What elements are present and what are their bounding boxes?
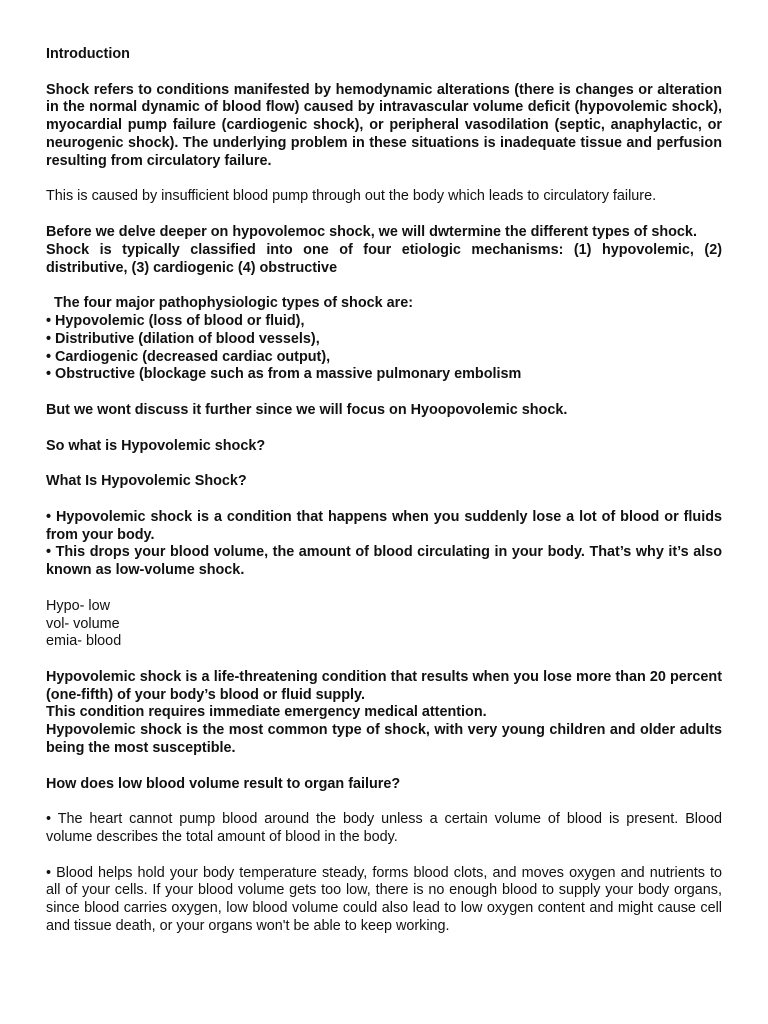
question-heading: What Is Hypovolemic Shock?	[46, 473, 247, 490]
types-heading: The four major pathophysiologic types of shock are:	[54, 295, 414, 312]
spacer	[46, 793, 722, 811]
spacer	[46, 491, 722, 509]
severity-paragraph: This condition requires immediate emergency medical attention.	[46, 704, 487, 721]
list-item: • Cardiogenic (decreased cardiac output),	[46, 348, 331, 365]
list-item: • Hypovolemic (loss of blood or fluid),	[46, 312, 305, 329]
spacer	[46, 171, 722, 189]
question-heading: So what is Hypovolemic shock?	[46, 437, 266, 454]
classification-paragraph: Shock is typically classified into one of four etiologic mechanisms: (1) hypovolemic, (2) distributive, (3) cardiogenic (4) obstructive	[46, 241, 722, 276]
intro-paragraph: Shock refers to conditions manifested by hemodynamic alterations (there is changes or alteration in the normal dynamic of blood flow) caused by intravascular volume deficit (hypovolemic shock), myocardial pump failure (cardiogenic shock), or peripheral vasodilation (septic, anaphylactic, or neurogenic shock). The underlying problem in these situations is inadequate tissue and perfusion resulting from circulatory failure.	[46, 81, 722, 169]
spacer	[46, 651, 722, 669]
spacer	[46, 64, 722, 82]
blood-bullet: • Blood helps hold your body temperature steady, forms blood clots, and moves oxygen and nutrients to all of your cells. If your blood volume gets too low, there is no enough blood to supply your body organs, since blood carries oxygen, low blood volume could also lead to low oxygen content and might cause cell and tissue death, or your organs won't be able to keep working.	[46, 864, 722, 935]
spacer	[46, 277, 722, 295]
types-intro-paragraph: Before we delve deeper on hypovolemoc shock, we will dwtermine the different types of shock.	[46, 223, 697, 240]
section-heading: Introduction	[46, 46, 130, 62]
spacer	[46, 758, 722, 776]
heart-bullet: • The heart cannot pump blood around the body unless a certain volume of blood is present. Blood volume describes the total amount of blood in the body.	[46, 811, 722, 846]
spacer	[46, 455, 722, 473]
spacer	[46, 384, 722, 402]
focus-paragraph: But we wont discuss it further since we will focus on Hyoopovolemic shock.	[46, 401, 568, 418]
question-heading: How does low blood volume result to organ failure?	[46, 775, 401, 792]
etymology-line: vol- volume	[46, 615, 120, 632]
severity-paragraph: Hypovolemic shock is a life-threatening condition that results when you lose more than 20 percent (one-fifth) of your body’s blood or fluid supply.	[46, 668, 722, 703]
list-item: • Distributive (dilation of blood vessels),	[46, 330, 320, 347]
etymology-line: Hypo- low	[46, 597, 110, 614]
list-item: • Obstructive (blockage such as from a massive pulmonary embolism	[46, 366, 522, 383]
etymology-line: emia- blood	[46, 633, 122, 650]
severity-paragraph: Hypovolemic shock is the most common type of shock, with very young children and older adults being the most susceptible.	[46, 722, 722, 757]
cause-paragraph: This is caused by insufficient blood pump through out the body which leads to circulatory failure.	[46, 188, 657, 205]
definition-bullet: • This drops your blood volume, the amount of blood circulating in your body. That’s why it’s also known as low-volume shock.	[46, 544, 722, 579]
spacer	[46, 580, 722, 598]
definition-bullet: • Hypovolemic shock is a condition that happens when you suddenly lose a lot of blood or fluids from your body.	[46, 508, 722, 543]
spacer	[46, 847, 722, 865]
spacer	[46, 420, 722, 438]
spacer	[46, 206, 722, 224]
